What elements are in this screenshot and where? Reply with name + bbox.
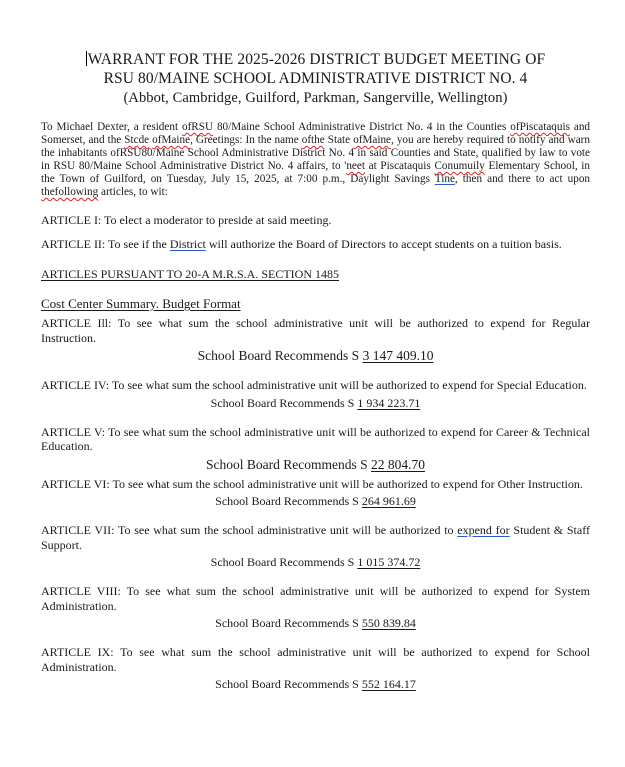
intro-text: articles, to wit: <box>98 186 168 198</box>
intro-text: , you are hereby required to notify and warn the inhabitants ofRSU80/Maine School Administrative District No. 4 in said Counties and State, qualified by law to vote in RSU 80/Maine School Administrative District No. 4 affairs, to ' <box>41 134 590 172</box>
article-6-recommend <box>41 494 590 509</box>
spelling-flag[interactable]: ofMaine <box>152 134 191 146</box>
article-6-block <box>41 477 590 510</box>
recommend-amount: 1 934 223.71 <box>357 395 421 410</box>
article-5-recommend <box>41 457 590 473</box>
article-2-text: will authorize the Board of Directors to accept students on a tuition basis. <box>205 236 562 251</box>
article-1: ARTICLE I: To elect a moderator to preside at said meeting. <box>41 213 332 227</box>
cost-center-heading: Cost Center Summary. Budget Format <box>41 296 241 311</box>
article-7-text: Student & Staff Support. <box>41 523 590 552</box>
spelling-flag[interactable]: ofthe <box>301 134 325 146</box>
intro-text: , then and there to act upon <box>454 173 591 185</box>
title-line-2: RSU 80/MAINE SCHOOL ADMINISTRATIVE DISTRICT NO. 4 <box>103 70 528 87</box>
spelling-flag[interactable]: neet <box>346 160 365 172</box>
article-4-recommend <box>41 396 590 411</box>
recommend-label: School Board Recommends S <box>215 494 362 508</box>
article-2 <box>41 237 590 252</box>
pursuant-heading: ARTICLES PURSUANT TO 20-A M.R.S.A. SECTION 1485 <box>41 267 339 281</box>
article-7-block <box>41 523 590 570</box>
article-7-text: ARTICLE VII: To see what sum the school administrative unit will be authorized to <box>41 523 458 537</box>
grammar-flag[interactable]: District <box>169 236 206 251</box>
spelling-flag[interactable]: ofMaine <box>353 134 392 146</box>
recommend-amount: 3 147 409.10 <box>362 348 434 363</box>
spelling-flag[interactable]: ofPiscataquis <box>510 121 570 133</box>
intro-text: at Piscataquis <box>364 160 435 172</box>
document-page <box>41 50 590 692</box>
text-cursor <box>86 51 87 66</box>
title-towns: (Abbot, Cambridge, Guilford, Parkman, Sangerville, Wellington) <box>123 90 508 106</box>
recommend-amount: 264 961.69 <box>361 494 416 508</box>
recommend-label: School Board Recommends S <box>215 616 362 630</box>
spelling-flag[interactable]: thefollowing <box>41 186 99 198</box>
recommend-label: School Board Recommends S <box>215 677 362 691</box>
article-7 <box>41 523 590 552</box>
article-9: ARTICLE IX: To see what sum the school administrative unit will be authorized to expend for School Administration. <box>41 645 590 674</box>
article-3: ARTICLE Ill: To see what sum the school administrative unit will be authorized to expend for Regular Instruction. <box>41 316 590 345</box>
article-5: ARTICLE V: To see what sum the school administrative unit will be authorized to expend for Career & Technical Education. <box>41 424 590 453</box>
recommend-label: School Board Recommends S <box>206 456 371 472</box>
recommend-amount: 550 839.84 <box>361 616 416 630</box>
intro-text: 80/Maine School Administrative District No. 4 in the Counties <box>213 121 511 133</box>
recommend-amount: 552 164.17 <box>361 677 416 691</box>
intro-text: Elementary School, in the Town of Guilford, on Tuesday, July 15, 2025, at 7:00 p.m., Daylight Savings <box>41 160 591 185</box>
grammar-flag[interactable]: expend for <box>457 523 510 537</box>
article-3-recommend <box>41 348 590 364</box>
article-8-recommend <box>41 616 590 631</box>
spelling-flag[interactable]: ofRSU <box>181 121 214 133</box>
title-line-1-text: WARRANT FOR THE 2025-2026 DISTRICT BUDGET MEETING OF <box>87 51 546 68</box>
article-4: ARTICLE IV: To see what sum the school administrative unit will be authorized to expend for Special Education. <box>41 378 587 392</box>
spelling-flag[interactable]: Conumuily <box>434 160 485 172</box>
article-9-block <box>41 645 590 692</box>
grammar-flag[interactable]: Tine <box>434 173 455 185</box>
article-8-block <box>41 584 590 631</box>
intro-text: and Somerset, and the <box>41 121 591 146</box>
warrant-title <box>41 50 590 108</box>
recommend-label: School Board Recommends S <box>210 555 358 569</box>
article-3-block <box>41 316 590 364</box>
intro-paragraph <box>41 121 590 199</box>
intro-text: To Michael Dexter, a resident <box>41 121 182 133</box>
spelling-flag[interactable]: Stcde <box>124 134 150 146</box>
article-5-block <box>41 425 590 473</box>
article-9-recommend <box>41 677 590 692</box>
article-2-text: ARTICLE II: To see if the <box>41 236 170 251</box>
intro-text: State <box>324 134 354 146</box>
recommend-label: School Board Recommends S <box>210 395 358 410</box>
article-8: ARTICLE VIII: To see what sum the school administrative unit will be authorized to expend for System Administration. <box>41 584 590 613</box>
article-4-block <box>41 378 590 411</box>
article-7-recommend <box>41 555 590 570</box>
recommend-amount: 1 015 374.72 <box>357 555 421 569</box>
title-line-1 <box>41 50 590 69</box>
recommend-amount: 22 804.70 <box>371 456 425 472</box>
recommend-label: School Board Recommends S <box>197 348 363 363</box>
article-6: ARTICLE VI: To see what sum the school administrative unit will be authorized to expend for Other Instruction. <box>41 476 583 491</box>
intro-text: , Greetings: In the name <box>190 134 302 146</box>
